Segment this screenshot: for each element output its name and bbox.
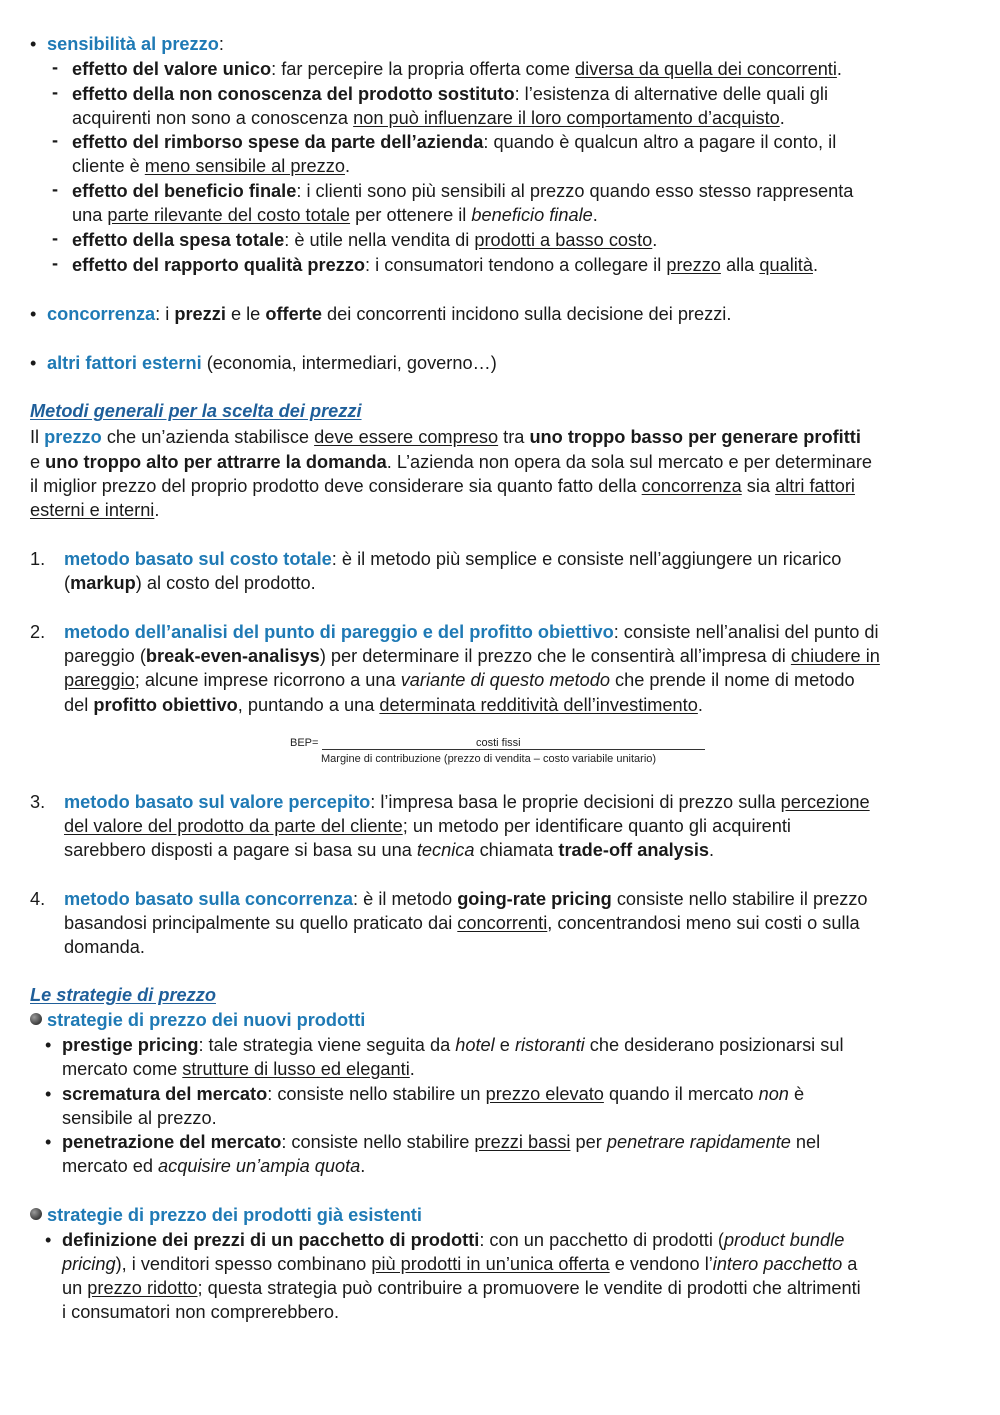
- text: il miglior prezzo del proprio prodotto deve considerare sia quanto fatto della: [30, 476, 642, 496]
- bullet-dot: •: [45, 1132, 52, 1152]
- blue-text: prezzo: [44, 427, 102, 447]
- underlined-text: non può influenzare il loro comportamento d’acquisto: [353, 108, 780, 128]
- text: : l’impresa basa le proprie decisioni di prezzo sulla: [370, 792, 781, 812]
- item-number: 4.: [30, 889, 46, 909]
- bullet-dot: •: [45, 1230, 52, 1250]
- term: definizione dei prezzi di un pacchetto di prodotti: [62, 1230, 480, 1250]
- bullet-dot: •: [45, 1035, 52, 1055]
- underlined-text: determinata redditività dell’investimento: [379, 695, 698, 715]
- text: e vendono l’: [609, 1254, 713, 1274]
- bold-text: uno troppo alto per attrarre la domanda: [45, 452, 387, 472]
- text: : quando è qualcun altro a pagare il conto, il: [483, 132, 837, 152]
- text: ) al costo del prodotto.: [135, 573, 316, 593]
- bold-text: profitto obiettivo: [93, 695, 238, 715]
- text: un: [62, 1278, 88, 1298]
- text: nel: [790, 1132, 821, 1152]
- paragraph-line: [30, 498, 980, 522]
- colon: :: [218, 34, 224, 54]
- text: : è utile nella vendita di: [284, 230, 475, 250]
- italic-text: tecnica: [416, 840, 475, 860]
- text: domanda.: [64, 937, 145, 957]
- text: .: [409, 1059, 415, 1079]
- bullet-dot: •: [30, 34, 37, 54]
- text: : far percepire la propria offerta come: [271, 59, 576, 79]
- text: : consiste nell’analisi del punto di: [613, 622, 879, 642]
- underlined-text: parte rilevante del costo totale: [107, 205, 351, 225]
- text: sensibile al prezzo.: [62, 1108, 217, 1128]
- text: .: [812, 255, 819, 275]
- bep-formula: [290, 735, 710, 769]
- underlined-text: concorrenza: [641, 476, 742, 496]
- text: basandosi principalmente su quello praticato dai: [64, 913, 458, 933]
- text: è: [788, 1084, 805, 1104]
- italic-text: ristoranti: [514, 1035, 585, 1055]
- text: mercato come: [62, 1059, 183, 1079]
- text: alla: [720, 255, 760, 275]
- italic-text: intero pacchetto: [712, 1254, 843, 1274]
- text: .: [592, 205, 598, 225]
- text: chiamata: [474, 840, 559, 860]
- text: cliente è: [72, 156, 145, 176]
- text: ; un metodo per identificare quanto gli acquirenti: [402, 816, 791, 836]
- text: : l’esistenza di alternative delle quali gli: [514, 84, 828, 104]
- text: quando il mercato: [603, 1084, 759, 1104]
- underlined-text: prodotti a basso costo: [474, 230, 653, 250]
- italic-text: variante di questo metodo: [400, 670, 610, 690]
- text: .: [709, 840, 715, 860]
- underlined-text: meno sensibile al prezzo: [144, 156, 345, 176]
- section-heading-metodi: Metodi generali per la scelta dei prezzi: [30, 401, 362, 421]
- text: .: [154, 500, 160, 520]
- text: : è il metodo più semplice e consiste nell’aggiungere un ricarico: [331, 549, 842, 569]
- italic-text: beneficio finale: [471, 205, 593, 225]
- text: ; alcune imprese ricorrono a una: [134, 670, 401, 690]
- text: : i clienti sono più sensibili al prezzo quando esso stesso rappresenta: [296, 181, 854, 201]
- underlined-text: prezzo ridotto: [87, 1278, 198, 1298]
- dash: -: [52, 130, 59, 150]
- underlined-text: strutture di lusso ed eleganti: [182, 1059, 410, 1079]
- italic-text: pricing: [62, 1254, 116, 1274]
- text: a: [842, 1254, 858, 1274]
- text: pareggio (: [64, 646, 146, 666]
- method-title: metodo basato sul valore percepito: [64, 792, 371, 812]
- bullet-ball-icon: [30, 1208, 42, 1220]
- text: consiste nello stabilire il prezzo: [611, 889, 868, 909]
- underlined-text: prezzo elevato: [485, 1084, 604, 1104]
- term: effetto del rapporto qualità prezzo: [72, 255, 366, 275]
- text: .: [652, 230, 658, 250]
- underlined-text: concorrenti: [457, 913, 548, 933]
- bold-text: trade-off analysis: [558, 840, 710, 860]
- item-number: 2.: [30, 622, 46, 642]
- text: tra: [498, 427, 530, 447]
- bold-text: uno troppo basso per generare profitti: [529, 427, 861, 447]
- text: che prende il nome di metodo: [609, 670, 855, 690]
- text: del: [64, 695, 94, 715]
- text: (: [64, 573, 71, 593]
- term: penetrazione del mercato: [62, 1132, 282, 1152]
- fraction-bar: [322, 749, 705, 750]
- text: acquirenti non sono a conoscenza: [72, 108, 354, 128]
- term: effetto del rimborso spese da parte dell’azienda: [72, 132, 484, 152]
- text: .: [360, 1156, 366, 1176]
- underlined-text: più prodotti in un’unica offerta: [371, 1254, 610, 1274]
- bullet-dot: •: [30, 353, 37, 373]
- dash: -: [52, 57, 59, 77]
- text: per ottenere il: [350, 205, 472, 225]
- text: .: [779, 108, 785, 128]
- dash: -: [52, 179, 59, 199]
- bullet-title: concorrenza: [47, 304, 156, 324]
- underlined-text: esterni e interni: [30, 500, 155, 520]
- text: dei concorrenti incidono sulla decisione dei prezzi.: [321, 304, 732, 324]
- text: ) per determinare il prezzo che le consentirà all’impresa di: [319, 646, 791, 666]
- text: (economia, intermediari, governo…): [201, 353, 497, 373]
- underlined-text: altri fattori: [775, 476, 855, 496]
- section-heading-strategie: Le strategie di prezzo: [30, 985, 216, 1005]
- text: . L’azienda non opera da sola sul mercato e per determinare: [386, 452, 873, 472]
- term: effetto della non conoscenza del prodotto sostituto: [72, 84, 515, 104]
- term: prestige pricing: [62, 1035, 199, 1055]
- underlined-text: percezione: [780, 792, 870, 812]
- method-title: metodo dell’analisi del punto di pareggio e del profitto obiettivo: [64, 622, 614, 642]
- text: per: [570, 1132, 607, 1152]
- term: effetto della spesa totale: [72, 230, 285, 250]
- group-title: strategie di prezzo dei nuovi prodotti: [47, 1010, 366, 1030]
- text: : con un pacchetto di prodotti (: [479, 1230, 724, 1250]
- underlined-text: chiudere in: [790, 646, 880, 666]
- group-title: strategie di prezzo dei prodotti già esistenti: [47, 1205, 422, 1225]
- underlined-text: del valore del prodotto da parte del cliente: [64, 816, 403, 836]
- bold-text: going-rate pricing: [457, 889, 612, 909]
- bullet-dot: •: [45, 1084, 52, 1104]
- bold-text: offerte: [265, 304, 322, 324]
- underlined-text: prezzo: [666, 255, 721, 275]
- bold-text: prezzi: [174, 304, 226, 324]
- italic-text: non: [758, 1084, 789, 1104]
- text: : tale strategia viene seguita da: [198, 1035, 456, 1055]
- term: effetto del valore unico: [72, 59, 272, 79]
- text: : i consumatori tendono a collegare il: [365, 255, 667, 275]
- text: .: [697, 695, 703, 715]
- bold-text: markup: [70, 573, 136, 593]
- text: : consiste nello stabilire un: [267, 1084, 486, 1104]
- dash: -: [52, 253, 59, 273]
- italic-text: acquisire un’ampia quota: [158, 1156, 361, 1176]
- item-number: 3.: [30, 792, 46, 812]
- method-title: metodo basato sul costo totale: [64, 549, 332, 569]
- text: sia: [741, 476, 776, 496]
- text: ), i venditori spesso combinano: [115, 1254, 372, 1274]
- italic-text: penetrare rapidamente: [606, 1132, 791, 1152]
- paragraph-line: [30, 450, 980, 474]
- text: , puntando a una: [237, 695, 380, 715]
- bep-denominator: Margine di contribuzione (prezzo di vendita – costo variabile unitario): [321, 753, 657, 765]
- text: e: [30, 452, 46, 472]
- bold-text: break-even-analisys: [145, 646, 320, 666]
- dash: -: [52, 228, 59, 248]
- bullet-title: sensibilità al prezzo: [47, 34, 219, 54]
- bullet-ball-icon: [30, 1013, 42, 1025]
- item-number: 1.: [30, 549, 46, 569]
- italic-text: hotel: [455, 1035, 495, 1055]
- underlined-text: deve essere compreso: [314, 427, 499, 447]
- text: che un’azienda stabilisce: [101, 427, 315, 447]
- text: .: [344, 156, 351, 176]
- method-title: metodo basato sulla concorrenza: [64, 889, 354, 909]
- italic-text: product bundle: [723, 1230, 845, 1250]
- underlined-text: qualità: [759, 255, 813, 275]
- text: ; questa strategia può contribuire a promuovere le vendite di prodotti che altrimenti: [197, 1278, 861, 1298]
- paragraph-line: [30, 474, 980, 498]
- bep-label: BEP=: [290, 737, 319, 749]
- text: , concentrandosi meno sui costi o sulla: [547, 913, 860, 933]
- text: e le: [225, 304, 266, 324]
- term: effetto del beneficio finale: [72, 181, 297, 201]
- text: i consumatori non comprerebbero.: [62, 1302, 339, 1322]
- paragraph-line: [30, 425, 980, 449]
- underlined-text: pareggio: [64, 670, 135, 690]
- dash: -: [52, 82, 59, 102]
- text: che desiderano posizionarsi sul: [584, 1035, 844, 1055]
- text: sarebbero disposti a pagare si basa su una: [64, 840, 417, 860]
- text: una: [72, 205, 108, 225]
- text: Il: [30, 427, 45, 447]
- text: .: [836, 59, 842, 79]
- text: mercato ed: [62, 1156, 159, 1176]
- text: : i: [155, 304, 175, 324]
- term: scrematura del mercato: [62, 1084, 268, 1104]
- text: e: [494, 1035, 515, 1055]
- bullet-dot: •: [30, 304, 37, 324]
- text: : è il metodo: [353, 889, 458, 909]
- underlined-text: diversa da quella dei concorrenti: [575, 59, 837, 79]
- bullet-title: altri fattori esterni: [47, 353, 202, 373]
- text: : consiste nello stabilire: [281, 1132, 475, 1152]
- underlined-text: prezzi bassi: [474, 1132, 571, 1152]
- bep-numerator: costi fissi: [476, 737, 521, 749]
